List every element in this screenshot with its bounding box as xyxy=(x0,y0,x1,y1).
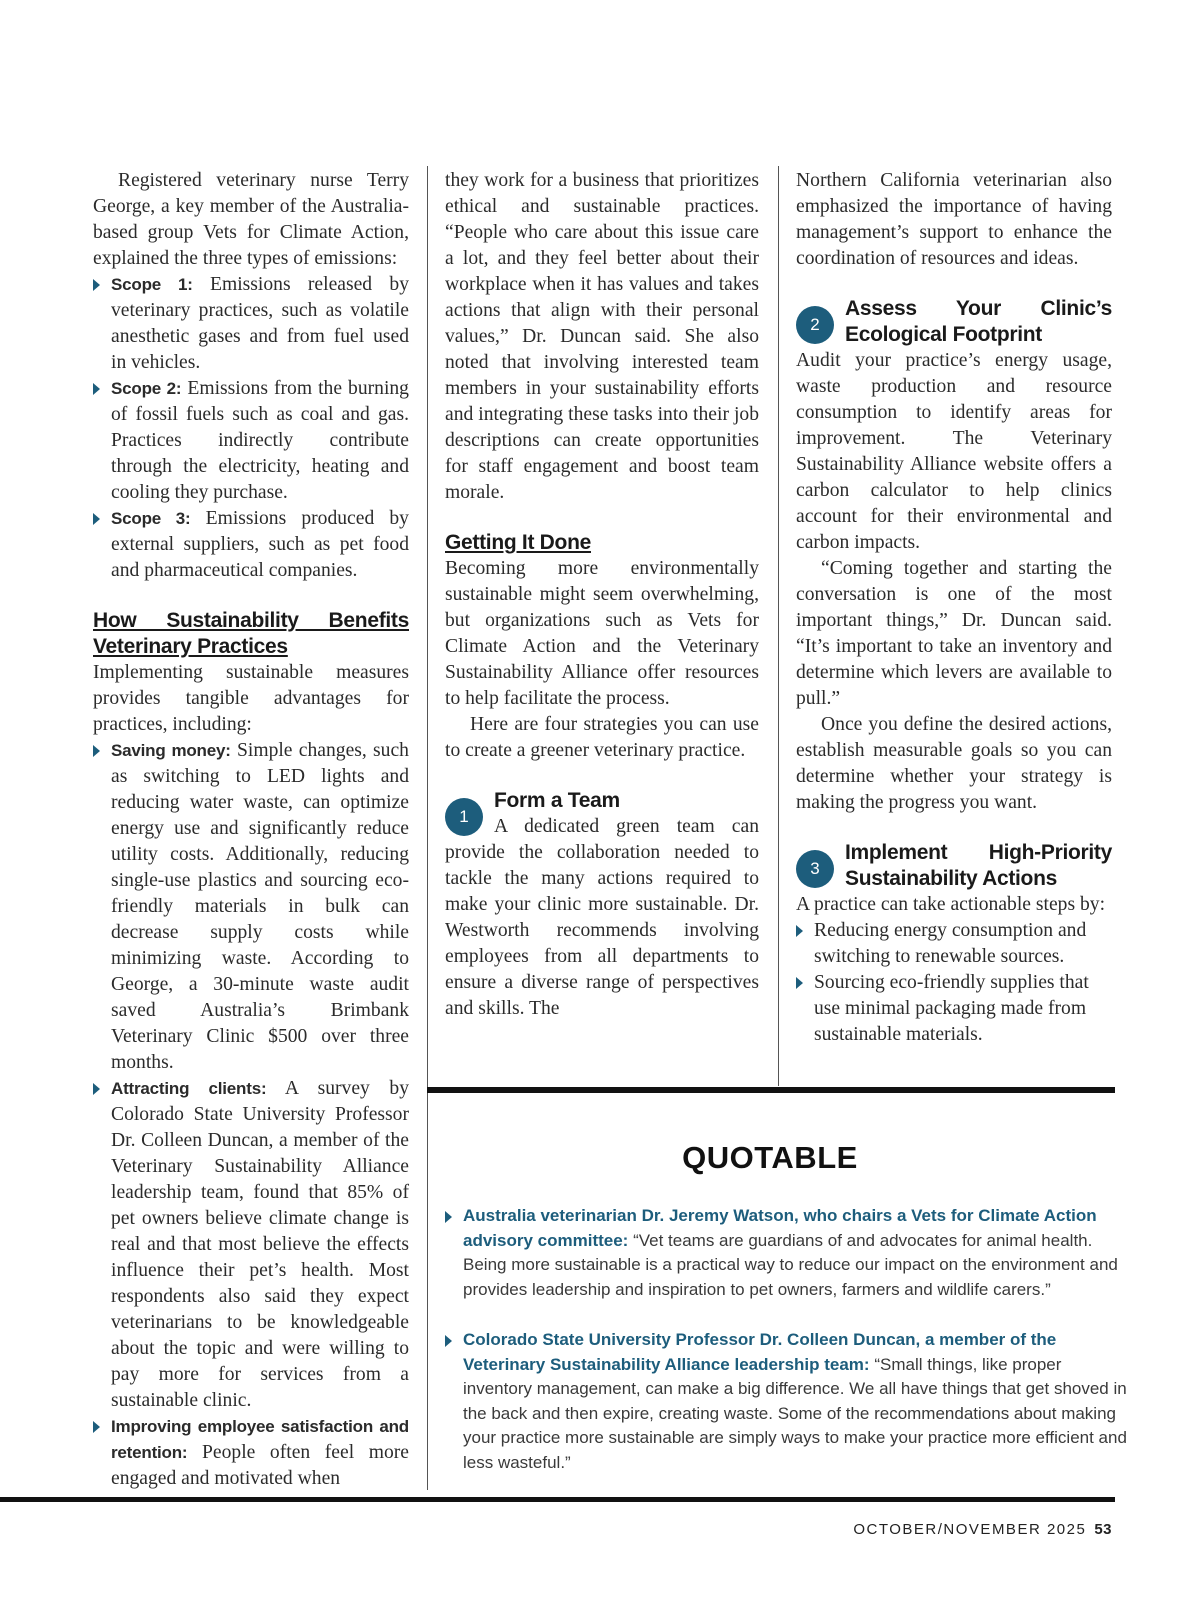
bullet-arrow-icon xyxy=(93,279,100,291)
column-2 xyxy=(445,168,759,1022)
scope-3-item xyxy=(93,506,409,584)
step-title: Assess Your Clinic’s Ecological Footprint xyxy=(845,297,1112,346)
benefit-item xyxy=(93,1076,409,1414)
scope-1-text: Emissions released by veterinary practices, such as volatile anesthetic gases and from fuel used in vehicles. xyxy=(111,274,409,373)
step-title: Implement High-Priority Sustainability Actions xyxy=(845,841,1112,890)
page-footer xyxy=(853,1521,1112,1538)
strategies-paragraph: Here are four strategies you can use to create a greener veterinary practice. xyxy=(445,714,759,761)
page-number: 53 xyxy=(1094,1521,1112,1538)
issue-date: OCTOBER/NOVEMBER 2025 xyxy=(853,1521,1087,1538)
continuation-paragraph: Northern California veterinarian also emphasized the importance of having management’s support to enhance the coordination of resources and ideas. xyxy=(796,170,1112,269)
action-text: Reducing energy consumption and switching to renewable sources. xyxy=(814,920,1087,967)
step-number-badge: 1 xyxy=(445,798,483,836)
column-3 xyxy=(796,168,1112,1048)
goals-paragraph: Once you define the desired actions, establish measurable goals so you can determine whether your strategy is making the progress you want. xyxy=(796,714,1112,813)
benefit-label: Saving money: xyxy=(111,741,231,760)
scope-3-label: Scope 3: xyxy=(111,509,191,528)
bullet-arrow-icon xyxy=(93,513,100,525)
quote-speaker: Colorado State University Professor Dr. Colleen Duncan, a member of the Veterinary Sustainability Alliance leadership team: xyxy=(463,1330,1057,1374)
quote-speaker: Australia veterinarian Dr. Jeremy Watson, who chairs a Vets for Climate Action advisory committee: xyxy=(463,1206,1097,1250)
step-number-badge: 2 xyxy=(796,306,834,344)
bullet-arrow-icon xyxy=(445,1335,452,1347)
action-item xyxy=(796,970,1112,1048)
section-heading-getting-it-done: Getting It Done xyxy=(445,531,591,554)
column-divider xyxy=(778,166,779,1086)
bullet-arrow-icon xyxy=(796,977,803,989)
benefit-text: People often feel more engaged and motivated when xyxy=(111,1442,410,1489)
step-1-text: A dedicated green team can provide the collaboration needed to tackle the many actions required to make your clinic more sustainable. Dr. Westworth recommends involving employees from all departments to ensure a diverse range of perspectives and skills. The xyxy=(445,816,759,1019)
bullet-arrow-icon xyxy=(93,383,100,395)
benefit-item xyxy=(93,738,409,1076)
action-item xyxy=(796,918,1112,970)
scope-1-label: Scope 1: xyxy=(111,275,193,294)
quote-text: “Small things, like proper inventory management, can make a big difference. We all have things that get shoved in the back and then expire, creating waste. Some of the recommendations about making your practice more sustainable are simply ways to make your practice more efficient and less wasteful.” xyxy=(463,1354,1127,1472)
column-divider xyxy=(427,166,428,1490)
quote-item xyxy=(445,1204,1131,1302)
continuation-paragraph: they work for a business that prioritizes ethical and sustainable practices. “People who care about this issue care a lot, and they feel better about their workplace when it has values and takes actions that align with their personal values,” Dr. Duncan said. She also noted that involving interested team members in your sustainability efforts and integrating these tasks into their job descriptions can create opportunities for staff engagement and boost team morale. xyxy=(445,170,759,503)
quote-paragraph: “Coming together and starting the conversation is one of the most important things,” Dr. Duncan said. “It’s important to take an inventory and determine which levers are available to pull.” xyxy=(796,558,1112,709)
bullet-arrow-icon xyxy=(445,1211,452,1223)
section-heading-benefits: How Sustainability Benefits Veterinary Practices xyxy=(93,609,409,658)
benefit-label: Improving employee satisfaction and retention: xyxy=(111,1417,409,1462)
getting-it-done-paragraph: Becoming more environmentally sustainable might seem overwhelming, but organizations such as Vets for Climate Action and the Veterinary Sustainability Alliance offer resources to help facilitate the process. xyxy=(445,558,759,709)
bullet-arrow-icon xyxy=(93,745,100,757)
action-text: Sourcing eco-friendly supplies that use minimal packaging made from sustainable materials. xyxy=(814,972,1089,1045)
benefits-lead: Implementing sustainable measures provides tangible advantages for practices, including: xyxy=(93,662,409,735)
scope-1-item xyxy=(93,272,409,376)
quotable-title: QUOTABLE xyxy=(682,1140,858,1175)
quotable-top-rule xyxy=(427,1087,1115,1093)
step-2 xyxy=(796,296,1112,348)
scope-2-text: Emissions from the burning of fossil fuels such as coal and gas. Practices indirectly contribute through the electricity, heating and cooling they purchase. xyxy=(111,378,409,503)
benefit-text: A survey by Colorado State University Professor Dr. Colleen Duncan, a member of the Veterinary Sustainability Alliance leadership team, found that 85% of pet owners believe climate change is real and that most believe the effects influence their pet’s health. Most respondents also said they expect veterinarians to be knowledgeable about the topic and were willing to pay more for services from a sustainable clinic. xyxy=(111,1078,409,1411)
step-2-text: Audit your practice’s energy usage, waste production and resource consumption to identify areas for improvement. The Veterinary Sustainability Alliance website offers a carbon calculator to help clinics account for their environmental and carbon impacts. xyxy=(796,350,1112,553)
bullet-arrow-icon xyxy=(93,1421,100,1433)
scope-3-text: Emissions produced by external suppliers, such as pet food and pharmaceutical companies. xyxy=(111,508,409,581)
quote-item xyxy=(445,1328,1131,1476)
step-3 xyxy=(796,840,1112,892)
footer-rule xyxy=(0,1497,1115,1502)
benefit-text: Simple changes, such as switching to LED lights and reducing water waste, can optimize energy use and significantly reduce utility costs. Additionally, reducing single-use plastics and sourcing eco-friendly materials in bulk can decrease supply costs while minimizing waste. According to George, a 30-minute waste audit saved Australia’s Brimbank Veterinary Clinic $500 over three months. xyxy=(111,740,409,1073)
benefit-item xyxy=(93,1414,409,1492)
step-3-lead: A practice can take actionable steps by: xyxy=(796,894,1106,915)
step-number-badge: 3 xyxy=(796,850,834,888)
bullet-arrow-icon xyxy=(93,1083,100,1095)
column-1 xyxy=(93,168,409,1492)
quote-text: “Vet teams are guardians of and advocates for animal health. Being more sustainable is a practical way to reduce our impact on the environment and provides leadership and inspiration to pet owners, farmers and wildlife carers.” xyxy=(463,1230,1118,1299)
scope-2-item xyxy=(93,376,409,506)
step-title: Form a Team xyxy=(494,789,620,812)
step-1 xyxy=(445,788,759,826)
intro-paragraph: Registered veterinary nurse Terry George, a key member of the Australia-based group Vets for Climate Action, explained the three types of emissions: xyxy=(93,170,409,269)
bullet-arrow-icon xyxy=(796,925,803,937)
benefit-label: Attracting clients: xyxy=(111,1079,267,1098)
scope-2-label: Scope 2: xyxy=(111,379,182,398)
